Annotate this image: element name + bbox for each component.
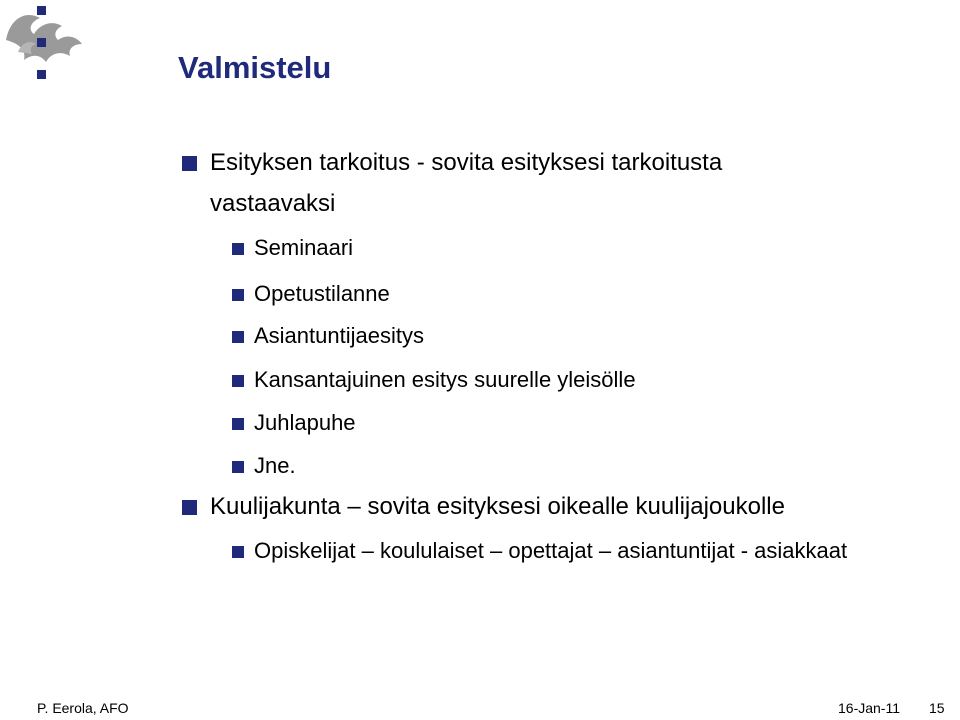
square-bullet-icon [232,243,244,255]
bullet-popular: Kansantajuinen esitys suurelle yleisölle [254,367,636,392]
footer-author: P. Eerola, AFO [37,700,129,716]
bullet-etc: Jne. [254,453,296,478]
bullet-audience-list: Opiskelijat – koululaiset – opettajat – asiantuntijat - asiakkaat [254,538,848,563]
square-bullet-icon [232,375,244,387]
bullet-purpose: Esityksen tarkoitus - sovita esityksesi tarkoitusta [210,149,723,176]
square-bullet-icon [232,461,244,473]
square-bullet-icon [182,500,197,515]
bullet-audience: Kuulijakunta – sovita esityksesi oikealle kuulijajoukolle [210,493,785,520]
footer-date: 16-Jan-11 [838,700,901,716]
square-bullet-icon [232,289,244,301]
bullet-ceremony: Juhlapuhe [254,410,356,435]
slide-title: Valmistelu [178,50,332,85]
square-bullet-icon [232,331,244,343]
bullet-purpose-continuation: vastaavaksi [210,190,336,217]
bullet-expert: Asiantuntijaesitys [254,323,424,348]
square-bullet-icon [232,418,244,430]
bullet-teaching: Opetustilanne [254,281,390,306]
footer-page-number: 15 [929,700,945,716]
square-bullet-icon [182,156,197,171]
square-bullet-icon [232,546,244,558]
bullet-seminar: Seminaari [254,235,354,260]
